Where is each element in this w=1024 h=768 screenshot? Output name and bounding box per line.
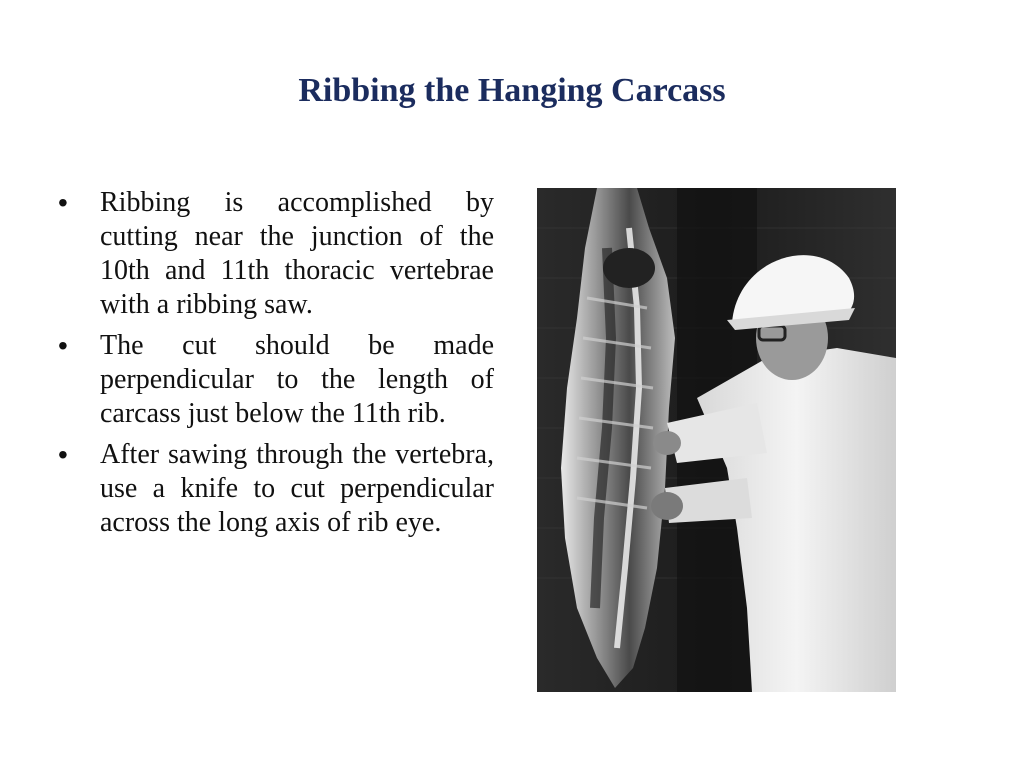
bullet-icon: • xyxy=(58,439,68,470)
bullet-item xyxy=(58,186,494,322)
bullet-icon: • xyxy=(58,187,68,218)
bullet-text: The cut should be made perpendicular to the length of carcass just below the 11th rib. xyxy=(100,330,494,429)
bullet-item xyxy=(58,438,494,540)
bullet-icon: • xyxy=(58,330,68,361)
carcass-ribbing-photo xyxy=(537,188,896,692)
bullet-text: After sawing through the vertebra, use a knife to cut perpendicular across the long axis of rib eye. xyxy=(100,439,494,538)
bullet-item xyxy=(58,329,494,431)
bullet-list xyxy=(58,186,494,547)
photo-illustration xyxy=(537,188,896,692)
slide-title: Ribbing the Hanging Carcass xyxy=(298,72,726,109)
bullet-text: Ribbing is accomplished by cutting near the junction of the 10th and 11th thoracic vertebrae with a ribbing saw. xyxy=(100,187,494,320)
